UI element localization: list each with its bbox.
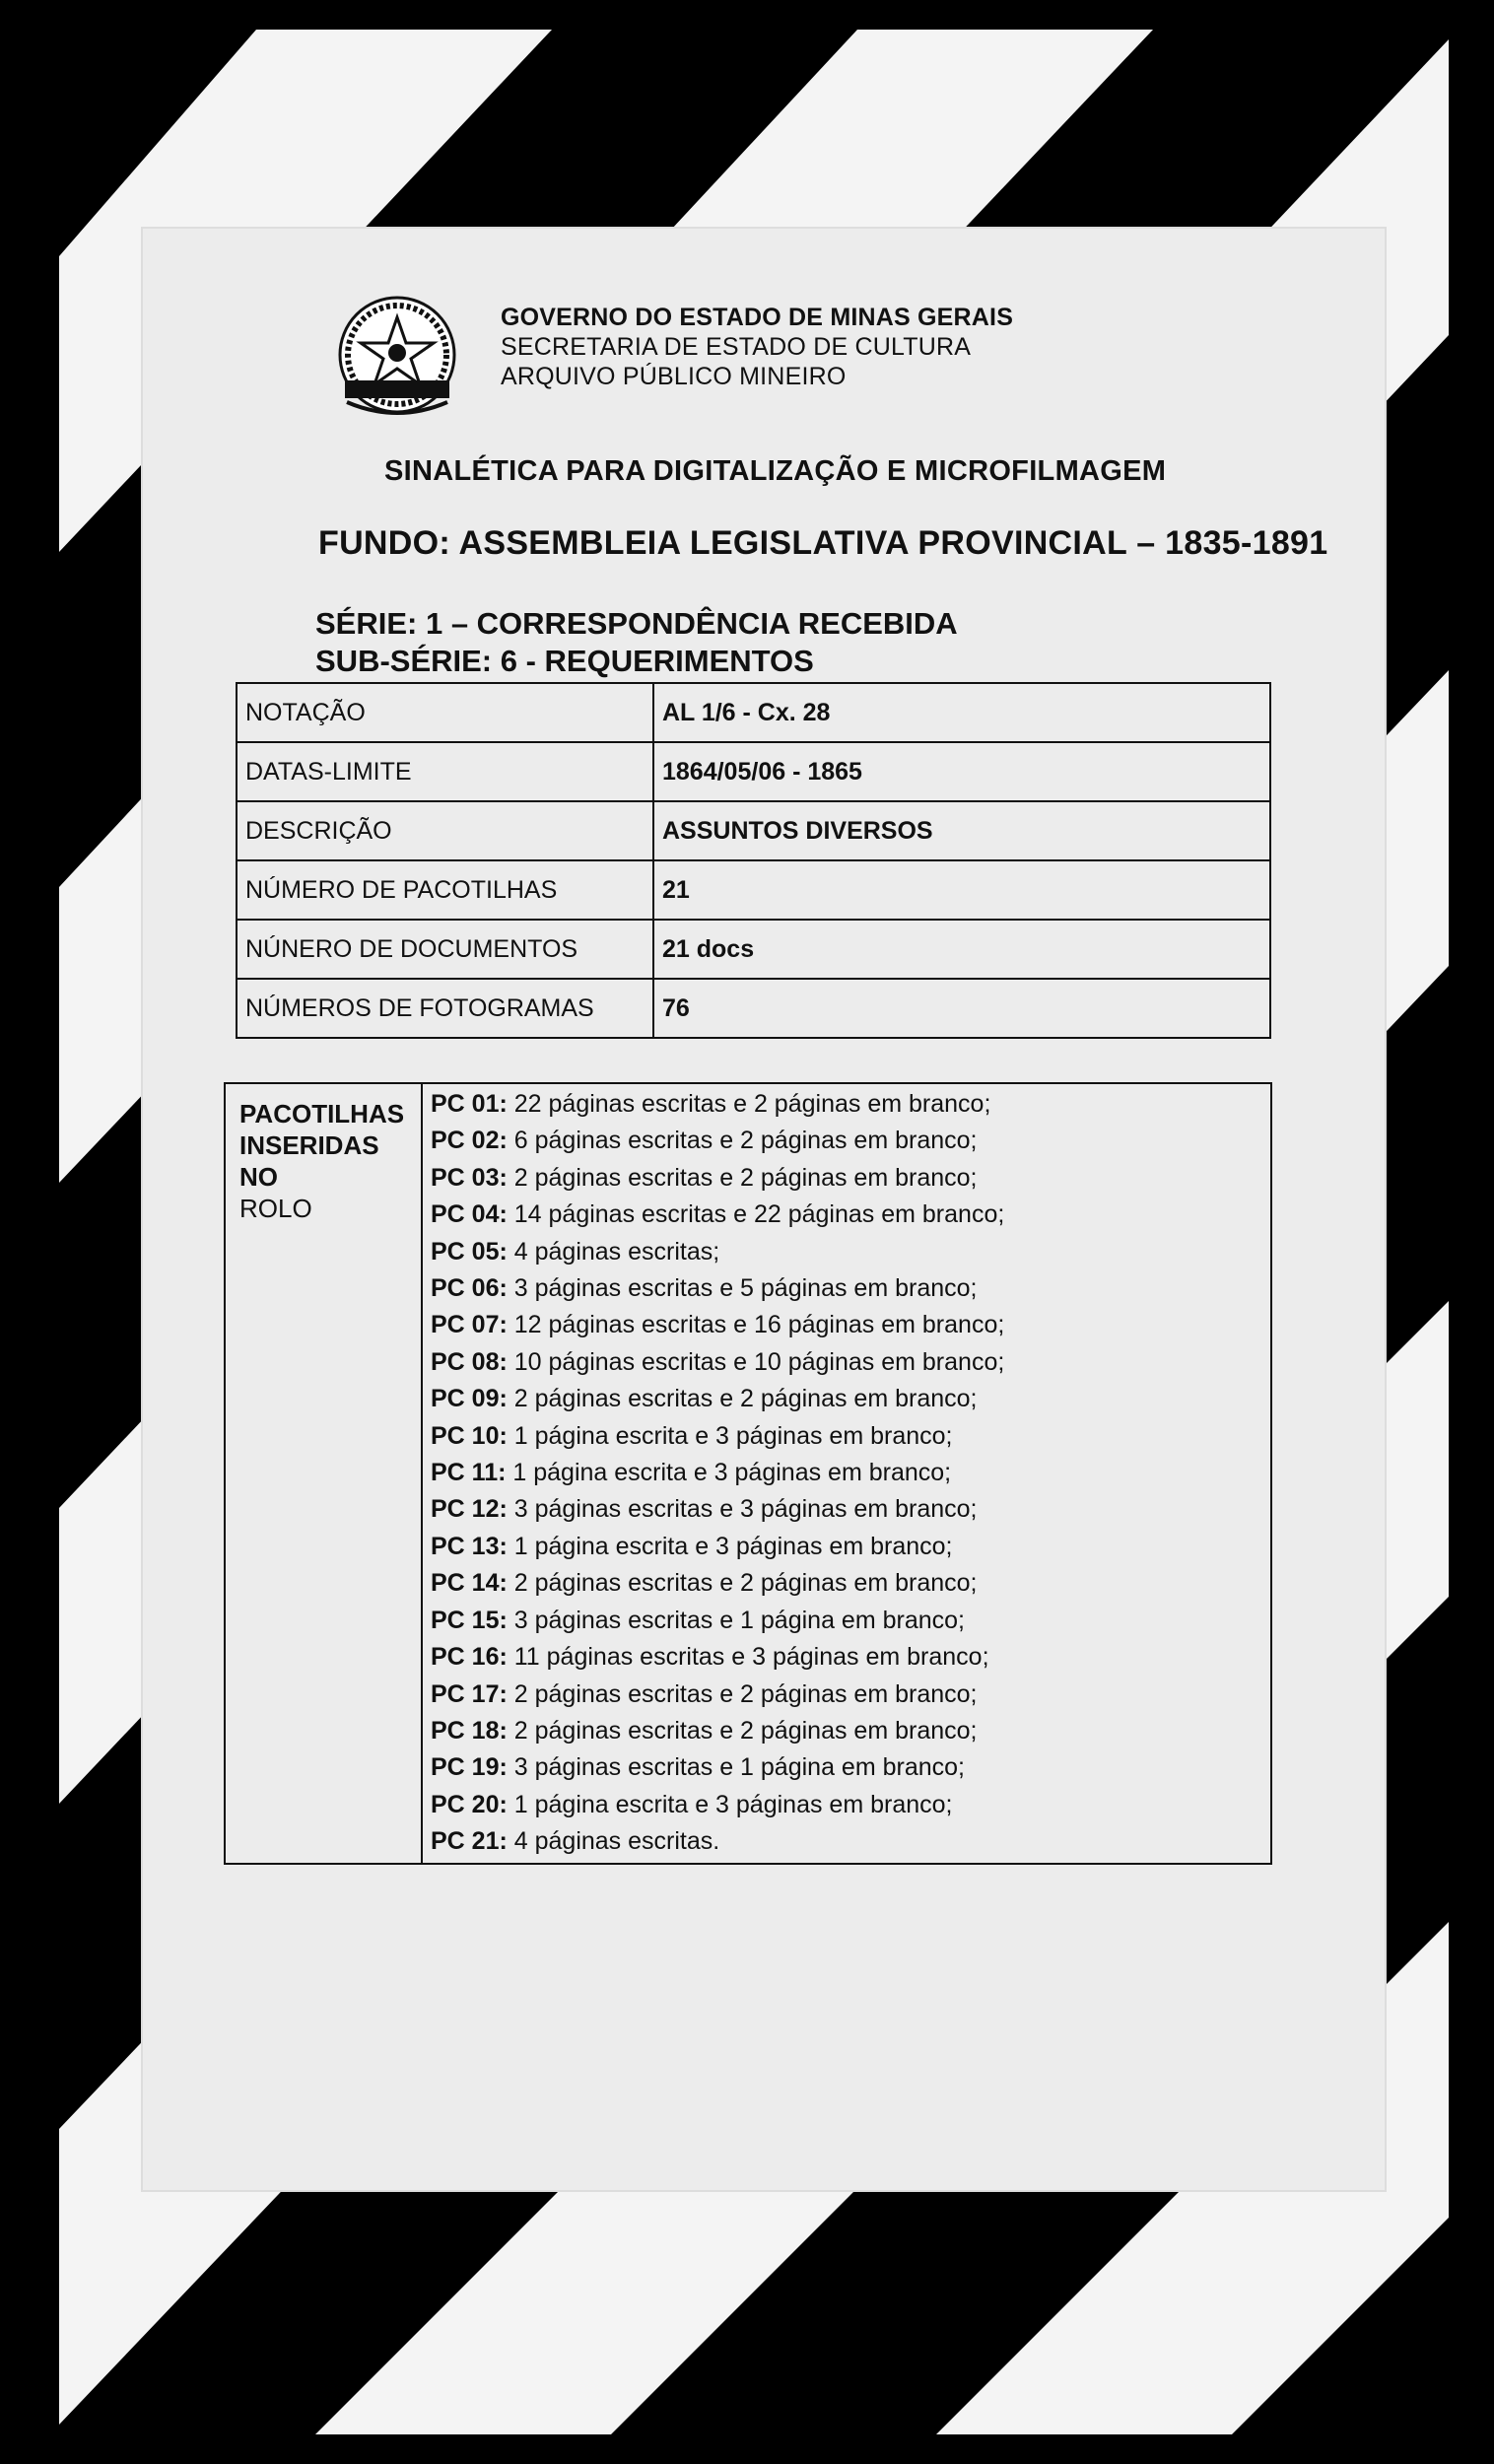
pacotilha-code: PC 20:: [431, 1790, 508, 1818]
list-item: [431, 1418, 1270, 1455]
pacotilha-code: PC 10:: [431, 1421, 508, 1450]
table-row: [237, 801, 1270, 860]
fotogramas-count-value: 76: [653, 979, 1270, 1038]
pacotilha-description: 1 página escrita e 3 páginas em branco;: [506, 1459, 952, 1487]
pacotilha-code: PC 06:: [431, 1274, 508, 1303]
pacotilha-description: 3 páginas escritas e 3 páginas em branco;: [507, 1495, 978, 1524]
pacotilha-code: PC 08:: [431, 1347, 508, 1376]
list-item: [431, 1565, 1270, 1602]
list-item: [431, 1529, 1270, 1565]
notacao-label: NOTAÇÃO: [237, 683, 653, 742]
pacotilha-code: PC 02:: [431, 1127, 508, 1155]
list-item: [431, 1270, 1270, 1307]
pacotilha-code: PC 18:: [431, 1716, 508, 1745]
pacotilha-code: PC 13:: [431, 1532, 508, 1560]
pacotilha-description: 11 páginas escritas e 3 páginas em branco;: [507, 1643, 989, 1672]
pacotilha-description: 6 páginas escritas e 2 páginas em branco;: [507, 1127, 978, 1155]
pacotilha-description: 2 páginas escritas e 2 páginas em branco;: [507, 1569, 978, 1598]
datas-limite-label: DATAS-LIMITE: [237, 742, 653, 801]
serie-heading: SÉRIE: 1 – CORRESPONDÊNCIA RECEBIDA: [315, 606, 958, 641]
pacotilha-description: 4 páginas escritas;: [507, 1237, 720, 1266]
list-item: [431, 1455, 1270, 1491]
fundo-heading: FUNDO: ASSEMBLEIA LEGISLATIVA PROVINCIAL – 1835-1891: [318, 524, 1328, 562]
header-archive: ARQUIVO PÚBLICO MINEIRO: [501, 363, 847, 390]
pacotilha-description: 2 páginas escritas e 2 páginas em branco;: [507, 1679, 978, 1708]
list-item: [431, 1086, 1270, 1123]
pacotilha-code: PC 12:: [431, 1495, 508, 1524]
pacotilha-code: PC 11:: [431, 1459, 507, 1487]
pacotilha-description: 2 páginas escritas e 2 páginas em branco;: [507, 1385, 978, 1413]
descricao-value: ASSUNTOS DIVERSOS: [653, 801, 1270, 860]
descricao-label: DESCRIÇÃO: [237, 801, 653, 860]
pacotilha-code: PC 04:: [431, 1200, 508, 1229]
pacotilha-description: 1 página escrita e 3 páginas em branco;: [507, 1532, 953, 1560]
list-item: [431, 1823, 1270, 1860]
table-row: [237, 742, 1270, 801]
pacotilha-code: PC 17:: [431, 1679, 508, 1708]
list-item: [431, 1123, 1270, 1159]
pacotilha-description: 14 páginas escritas e 22 páginas em branco;: [507, 1200, 1005, 1229]
pacotilha-code: PC 07:: [431, 1311, 508, 1339]
pacotilhas-label: [226, 1084, 423, 1863]
pacotilhas-label-line: PACOTILHAS: [239, 1099, 405, 1129]
pacotilha-description: 2 páginas escritas e 2 páginas em branco;: [507, 1716, 978, 1745]
pacotilha-code: PC 21:: [431, 1827, 508, 1856]
pacotilha-description: 12 páginas escritas e 16 páginas em branco;: [507, 1311, 1005, 1339]
pacotilha-description: 4 páginas escritas.: [507, 1827, 720, 1856]
notacao-value: AL 1/6 - Cx. 28: [653, 683, 1270, 742]
pacotilhas-box: [224, 1082, 1272, 1865]
pacotilha-description: 1 página escrita e 3 páginas em branco;: [507, 1790, 953, 1818]
pacotilhas-label-line: ROLO: [239, 1194, 312, 1223]
header-secretariat: SECRETARIA DE ESTADO DE CULTURA: [501, 333, 972, 361]
documentos-count-value: 21 docs: [653, 920, 1270, 979]
pacotilha-code: PC 14:: [431, 1569, 508, 1598]
pacotilha-code: PC 09:: [431, 1385, 508, 1413]
list-item: [431, 1603, 1270, 1639]
pacotilhas-list: [431, 1086, 1270, 1861]
pacotilhas-label-line: INSERIDAS NO: [239, 1130, 379, 1192]
list-item: [431, 1713, 1270, 1749]
pacotilhas-count-value: 21: [653, 860, 1270, 920]
list-item: [431, 1307, 1270, 1343]
list-item: [431, 1234, 1270, 1270]
pacotilha-code: PC 16:: [431, 1643, 508, 1672]
pacotilha-description: 3 páginas escritas e 1 página em branco;: [507, 1606, 965, 1634]
table-row: [237, 979, 1270, 1038]
minas-gerais-emblem: [327, 296, 467, 422]
list-item: [431, 1381, 1270, 1417]
list-item: [431, 1639, 1270, 1676]
pacotilha-description: 3 páginas escritas e 1 página em branco;: [507, 1753, 965, 1782]
documentos-count-label: NÚNERO DE DOCUMENTOS: [237, 920, 653, 979]
table-row: [237, 920, 1270, 979]
pacotilha-description: 10 páginas escritas e 10 páginas em branco;: [507, 1347, 1005, 1376]
header-government: GOVERNO DO ESTADO DE MINAS GERAIS: [501, 304, 1014, 331]
subserie-heading: SUB-SÉRIE: 6 - REQUERIMENTOS: [315, 644, 814, 678]
pacotilha-code: PC 05:: [431, 1237, 508, 1266]
list-item: [431, 1160, 1270, 1197]
pacotilha-code: PC 19:: [431, 1753, 508, 1782]
pacotilha-code: PC 01:: [431, 1090, 508, 1118]
metadata-table: [236, 682, 1271, 1039]
pacotilha-description: 3 páginas escritas e 5 páginas em branco;: [507, 1274, 978, 1303]
table-row: [237, 683, 1270, 742]
table-row: [237, 860, 1270, 920]
pacotilha-code: PC 15:: [431, 1606, 508, 1634]
fotogramas-count-label: NÚMEROS DE FOTOGRAMAS: [237, 979, 653, 1038]
pacotilha-description: 1 página escrita e 3 páginas em branco;: [507, 1421, 953, 1450]
pacotilha-description: 22 páginas escritas e 2 páginas em branco;: [507, 1090, 991, 1118]
pacotilha-description: 2 páginas escritas e 2 páginas em branco;: [507, 1163, 978, 1192]
list-item: [431, 1787, 1270, 1823]
list-item: [431, 1197, 1270, 1233]
pacotilha-code: PC 03:: [431, 1163, 508, 1192]
list-item: [431, 1344, 1270, 1381]
list-item: [431, 1677, 1270, 1713]
document-sheet: [143, 229, 1385, 2190]
datas-limite-value: 1864/05/06 - 1865: [653, 742, 1270, 801]
list-item: [431, 1491, 1270, 1528]
list-item: [431, 1749, 1270, 1786]
pacotilhas-count-label: NÚMERO DE PACOTILHAS: [237, 860, 653, 920]
document-title: SINALÉTICA PARA DIGITALIZAÇÃO E MICROFILMAGEM: [384, 455, 1167, 487]
